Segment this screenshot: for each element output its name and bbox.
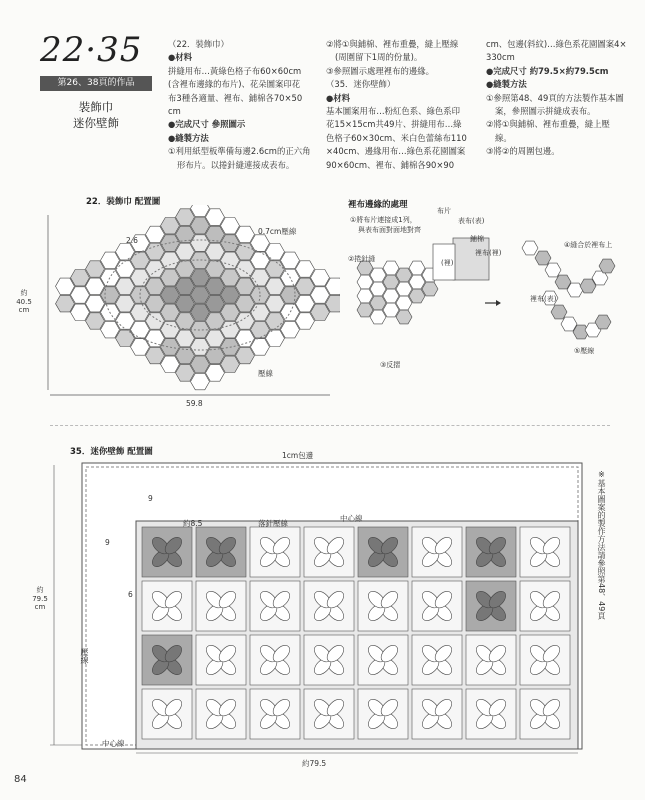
hexagon-piece [206,244,225,260]
hexagon-piece [56,278,75,295]
fig35-height-label [30,585,50,611]
col2-line: (周圍留下1周的份量)。 [335,52,423,63]
hexagon-piece [311,304,330,320]
hexagon-piece [146,313,165,329]
fig22-height-l1: 約 [20,289,28,297]
hexagon-piece [146,261,165,277]
hexagon-piece [266,261,285,277]
hexagon-piece [161,270,180,286]
edge-title: 裡布邊緣的處理 [348,200,408,210]
hexagon-piece [236,244,255,260]
hexagon-piece [221,270,240,286]
edge-hexagon [396,310,412,324]
hexagon-piece [176,226,195,242]
hexagon-piece [296,295,315,312]
edge-hexagon [409,275,425,289]
hexagon-piece [131,252,150,269]
hexagon-piece [191,218,210,234]
hexagon-piece [206,278,225,295]
col2-line: 色格子60×30cm、米白色蕾絲布110 [326,132,467,143]
edge-hexagons-result [522,241,615,339]
hexagon-piece [311,270,330,286]
edge-step-4: ④縫合於裡布上 [564,241,613,249]
col1-line: ●縫製方法 [168,132,209,143]
hexagon-piece [281,287,300,303]
fig35-center-line-bottom: 中心線 [102,739,125,748]
edge-hexagon [422,282,438,296]
work-subtitle [40,99,152,131]
hexagon-piece [206,295,225,312]
col3-line: ②將①與鋪棉、裡布重疊，縫上壓 [486,119,610,130]
fig22-label-quilt-07: 0.7cm壓線 [258,227,297,236]
edge-step-5: ⑤壓線 [574,347,595,355]
fig22-height-label [14,288,34,314]
col1-line: ①利用紙型板準備每邊2.6cm的正六角 [168,146,311,157]
fig35-dim-6: 6 [128,590,133,599]
edge-hexagons [357,261,438,324]
hexagon-piece [146,244,165,260]
hexagon-piece [206,313,225,329]
fig35-title: 35．迷你壁飾 配置圖 [70,447,153,457]
hexagon-piece [101,252,120,269]
hexagon-piece [101,321,120,338]
batting-layer [453,238,489,280]
hexagon-piece [206,226,225,242]
col1-line: （22．裝飾巾） [168,39,229,49]
fig35-quilt-label: 壓線 [80,648,89,664]
hexagon-piece [236,295,255,312]
col1-line: cm [168,106,181,117]
col1-line: (含裡布邊緣的布片)、花朵圖案印花 [168,79,301,90]
edge-hexagon [409,261,425,275]
edge-label-back-out: 裡布(表) [530,295,557,303]
hexagon-piece [191,373,210,389]
hexagon-piece [131,304,150,320]
fig35-center-line-top: 中心線 [340,514,363,523]
hexagon-piece [266,330,285,346]
col1-line: 拼縫用布…黃綠色格子布60×60cm [168,65,302,76]
hexagon-piece [176,330,195,346]
hexagon-piece [251,270,270,286]
fig35-dim-9b: 9 [105,538,110,547]
hexagon-piece [191,235,210,252]
hexagon-piece [236,226,255,242]
hexagon-piece [146,278,165,295]
hexagon-piece [236,261,255,277]
instructions-column-2 [326,38,481,172]
hexagon-piece [206,347,225,363]
hexagon-piece [281,304,300,320]
hexagon-piece [131,321,150,338]
hexagon-piece [236,330,255,346]
hexagon-piece [191,356,210,372]
subtitle-line-1: 裝飾巾 [78,100,114,114]
fig35-fall-quilt: 落針壓線 [258,519,288,528]
hexagon-piece [176,261,195,277]
hexagon-piece [176,313,195,329]
hexagon-piece [161,218,180,234]
hexagon-piece [251,339,270,356]
hexagon-piece [206,209,225,226]
col3-line: ③將②的周圍包邊。 [486,146,560,157]
col3-line: ●縫製方法 [486,79,527,90]
fig35-binding-label: 1cm包邊 [282,451,314,460]
hexagon-piece [191,270,210,286]
hexagon-piece [191,339,210,356]
subtitle-line-2: 迷你壁飾 [73,116,119,130]
col2-line: ●材料 [326,92,351,103]
hexagon-piece [86,295,105,312]
edge-label-front: 表布(表) [458,217,485,225]
edge-label-piece: 布片 [437,207,451,215]
hexagon-piece [251,304,270,320]
edge-hexagon [383,275,399,289]
fig22-width-label: 59.8 [186,399,203,408]
hexagon-piece [161,321,180,338]
col3-line: cm、包邊(斜紋)…綠色系花園圖案4× [486,39,627,49]
hexagon-piece [266,313,285,329]
fig35-quilt-layout [50,455,590,755]
hexagon-piece [176,278,195,295]
edge-step-1 [350,215,421,235]
col3-line: 案，參照圖示拼縫成表布。 [495,106,596,117]
hexagon-piece [266,244,285,260]
hexagon-piece [221,321,240,338]
col2-line: ③參照圖示處理裡布的邊緣。 [326,65,435,76]
hexagon-grid [56,205,341,390]
edge-hexagon [370,310,386,324]
col3-line: 線。 [495,132,512,143]
fig22-height-l2: 40.5 [16,298,32,306]
hexagon-piece [116,313,135,329]
hexagon-piece [146,226,165,242]
edge-hexagon [357,289,373,303]
hexagon-piece [71,304,90,320]
hexagon-piece [116,261,135,277]
hexagon-piece [296,261,315,277]
page-title-numbers: 22·35 [40,30,143,70]
fig22-height-l3: cm [18,306,30,314]
hexagon-piece [86,313,105,329]
hexagon-piece [176,365,195,382]
hexagon-piece [281,321,300,338]
hexagon-piece [206,365,225,382]
hexagon-piece [281,252,300,269]
hexagon-piece [221,356,240,372]
hexagon-piece [191,304,210,320]
hexagon-piece [251,252,270,269]
hexagon-piece [311,287,330,303]
hexagon-piece [176,244,195,260]
edge-hexagon [357,303,373,317]
hexagon-piece [191,287,210,303]
col3-line: ①參照第48、49頁的方法製作基本圖 [486,92,624,103]
hexagon-piece [206,261,225,277]
hexagon-piece [116,244,135,260]
hexagon-piece [146,330,165,346]
hexagon-piece [131,270,150,286]
hexagon-piece [101,287,120,303]
hexagon-piece [86,278,105,295]
hexagon-piece [296,278,315,295]
edge-step-3: ③反摺 [380,361,401,369]
col2-line: ×40cm、邊緣用布…綠色系花園圖案 [326,146,466,157]
hexagon-piece [296,313,315,329]
col2-line: 花15×15cm共49片、拼縫用布…綠 [326,119,462,130]
edge-hexagon [383,289,399,303]
instructions-column-3 [486,38,636,159]
fig22-label-26: 2.6 [126,236,138,245]
edge-result-hexagon [535,251,551,265]
hexagon-piece [146,295,165,312]
col2-line: （35．迷你壁飾） [326,79,396,90]
hexagon-piece [236,313,255,329]
hexagon-piece [221,304,240,320]
edge-result-hexagon [522,241,538,255]
col2-line: 90×60cm、裡布、鋪棉各90×90 [326,159,455,170]
hexagon-piece [71,270,90,286]
fig35-width-label: 約79.5 [302,759,327,768]
arrow-head [496,300,501,306]
fig35-height-l1: 約 [36,586,44,594]
edge-hexagon [370,282,386,296]
hexagon-piece [206,330,225,346]
hexagon-piece [161,356,180,372]
col1-line: 形布片。以捲針縫連接成表布。 [177,159,295,170]
hexagon-piece [266,278,285,295]
edge-hexagon [383,261,399,275]
col3-line: ●完成尺寸 約79.5×約79.5cm [486,65,609,76]
edge-label-batting: 鋪棉 [470,235,484,243]
hexagon-piece [131,339,150,356]
edge-hexagon [370,268,386,282]
hexagon-piece [176,209,195,226]
hexagon-piece [221,218,240,234]
fig35-side-note: ※基本圖案的製作方法請參照第48、49頁 [597,470,606,620]
col1-line: 布3種各適量、裡布、鋪棉各70×50 [168,92,303,103]
hexagon-piece [146,347,165,363]
edge-hexagon [396,268,412,282]
edge-hexagon [357,275,373,289]
hexagon-piece [251,235,270,252]
work-page-badge: 第26、38頁的作品 [40,76,152,91]
col2-line: 基本圖案用布…粉紅色系、綠色系印 [326,106,460,117]
hexagon-piece [161,304,180,320]
hexagon-piece [251,321,270,338]
edge-hexagon [396,282,412,296]
edge-step1-line2: 與表布面對面地對齊 [358,226,421,234]
hexagon-piece [221,287,240,303]
instructions-column-1 [168,38,318,172]
hexagon-piece [131,287,150,303]
fig35-dim-9a: 9 [148,494,153,503]
hexagon-piece [161,287,180,303]
col3-line: 330cm [486,52,515,63]
col1-line: ●完成尺寸 參照圖示 [168,119,246,130]
edge-step-2: ②捲針縫 [348,255,376,263]
edge-label-back-vertical: (裡) [441,259,454,267]
hexagon-piece [56,295,75,312]
edge-hexagon [396,296,412,310]
hexagon-piece [116,278,135,295]
hexagon-piece [266,295,285,312]
fig35-height-l3: cm [34,603,46,611]
hexagon-piece [116,295,135,312]
hexagon-piece [236,347,255,363]
edge-hexagon [383,303,399,317]
page-number: 84 [14,774,27,785]
edge-step1-line1: ①將布片連接成1列， [350,216,417,224]
fig35-height-l2: 79.5 [32,595,48,603]
edge-result-hexagon [551,305,567,319]
fig35-approx-85: 約8.5 [183,519,203,528]
edge-label-back: 裡布(裡) [475,249,502,257]
edge-result-hexagon [545,263,561,277]
fig22-title: 22．裝飾巾 配置圖 [86,197,161,207]
fig22-quilt-label: 壓線 [258,369,273,378]
edge-hexagon [409,289,425,303]
hexagon-piece [176,295,195,312]
hexagon-piece [86,261,105,277]
hexagon-piece [71,287,90,303]
col2-line: ②將①與鋪棉、裡布重疊，縫上壓線 [326,39,459,49]
hexagon-piece [236,278,255,295]
hexagon-piece [221,252,240,269]
col1-line: ●材料 [168,52,193,63]
hexagon-piece [116,330,135,346]
edge-hexagon [370,296,386,310]
hexagon-piece [161,252,180,269]
section-separator [50,425,610,426]
